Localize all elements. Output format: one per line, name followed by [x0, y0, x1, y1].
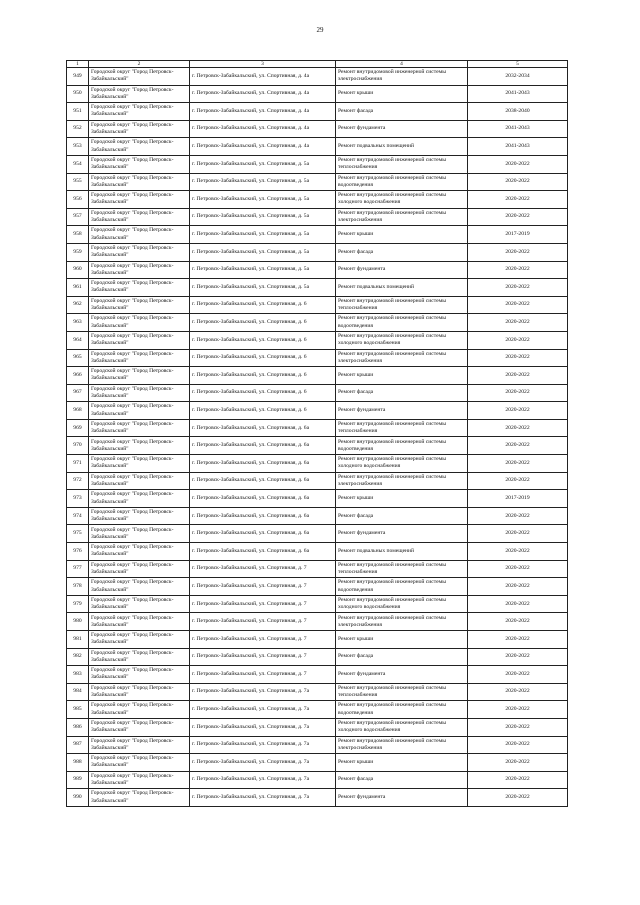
address-cell: г. Петровск-Забайкальский, ул. Спортивная, д. 4а [190, 103, 336, 121]
address-cell: г. Петровск-Забайкальский, ул. Спортивная, д. 7 [190, 560, 336, 578]
period-cell: 2020-2022 [468, 543, 568, 561]
row-number-cell: 960 [67, 261, 89, 279]
table-row [67, 472, 568, 490]
municipality-cell: Городской округ "Город Петровск-Забайкальский" [89, 296, 190, 314]
address-cell: г. Петровск-Забайкальский, ул. Спортивная, д. 7а [190, 789, 336, 807]
table-row [67, 683, 568, 701]
municipality-cell: Городской округ "Город Петровск-Забайкальский" [89, 789, 190, 807]
work-type-cell: Ремонт фасада [336, 648, 468, 666]
row-number-cell: 982 [67, 648, 89, 666]
row-number-cell: 979 [67, 595, 89, 613]
period-cell: 2020-2022 [468, 683, 568, 701]
row-number-cell: 989 [67, 771, 89, 789]
municipality-cell: Городской округ "Город Петровск-Забайкальский" [89, 683, 190, 701]
address-cell: г. Петровск-Забайкальский, ул. Спортивная, д. 7 [190, 578, 336, 596]
municipality-cell: Городской округ "Город Петровск-Забайкальский" [89, 631, 190, 649]
row-number-cell: 984 [67, 683, 89, 701]
row-number-cell: 959 [67, 243, 89, 261]
work-type-cell: Ремонт крыши [336, 754, 468, 772]
column-number-row [67, 61, 568, 68]
address-cell: г. Петровск-Забайкальский, ул. Спортивная, д. 7а [190, 771, 336, 789]
table-row [67, 85, 568, 103]
municipality-cell: Городской округ "Город Петровск-Забайкальский" [89, 173, 190, 191]
period-cell: 2020-2022 [468, 314, 568, 332]
period-cell: 2020-2022 [468, 789, 568, 807]
period-cell: 2020-2022 [468, 525, 568, 543]
work-type-cell: Ремонт фундамента [336, 120, 468, 138]
table-row [67, 208, 568, 226]
row-number-cell: 970 [67, 437, 89, 455]
municipality-cell: Городской округ "Город Петровск-Забайкальский" [89, 402, 190, 420]
table-row [67, 155, 568, 173]
row-number-cell: 967 [67, 384, 89, 402]
work-type-cell: Ремонт внутридомовой инженерной системы электроснабжения [336, 349, 468, 367]
period-cell: 2020-2022 [468, 384, 568, 402]
work-type-cell: Ремонт фундамента [336, 261, 468, 279]
row-number-cell: 988 [67, 754, 89, 772]
municipality-cell: Городской округ "Город Петровск-Забайкальский" [89, 367, 190, 385]
municipality-cell: Городской округ "Город Петровск-Забайкальский" [89, 560, 190, 578]
registry-table [66, 60, 568, 807]
row-number-cell: 968 [67, 402, 89, 420]
address-cell: г. Петровск-Забайкальский, ул. Спортивная, д. 5а [190, 243, 336, 261]
row-number-cell: 969 [67, 419, 89, 437]
work-type-cell: Ремонт внутридомовой инженерной системы холодного водоснабжения [336, 595, 468, 613]
work-type-cell: Ремонт крыши [336, 490, 468, 508]
work-type-cell: Ремонт крыши [336, 226, 468, 244]
address-cell: г. Петровск-Забайкальский, ул. Спортивная, д. 7а [190, 754, 336, 772]
municipality-cell: Городской округ "Город Петровск-Забайкальский" [89, 384, 190, 402]
work-type-cell: Ремонт внутридомовой инженерной системы электроснабжения [336, 613, 468, 631]
work-type-cell: Ремонт внутридомовой инженерной системы холодного водоснабжения [336, 718, 468, 736]
address-cell: г. Петровск-Забайкальский, ул. Спортивная, д. 6 [190, 367, 336, 385]
row-number-cell: 975 [67, 525, 89, 543]
period-cell: 2020-2022 [468, 648, 568, 666]
table-row [67, 666, 568, 684]
table-row [67, 507, 568, 525]
address-cell: г. Петровск-Забайкальский, ул. Спортивная, д. 6а [190, 543, 336, 561]
column-number-3: 3 [190, 61, 336, 68]
table-row [67, 226, 568, 244]
municipality-cell: Городской округ "Город Петровск-Забайкальский" [89, 191, 190, 209]
table-row [67, 173, 568, 191]
row-number-cell: 958 [67, 226, 89, 244]
row-number-cell: 990 [67, 789, 89, 807]
address-cell: г. Петровск-Забайкальский, ул. Спортивная, д. 4а [190, 85, 336, 103]
address-cell: г. Петровск-Забайкальский, ул. Спортивная, д. 4а [190, 138, 336, 156]
municipality-cell: Городской округ "Город Петровск-Забайкальский" [89, 68, 190, 86]
row-number-cell: 981 [67, 631, 89, 649]
table-row [67, 367, 568, 385]
work-type-cell: Ремонт внутридомовой инженерной системы электроснабжения [336, 68, 468, 86]
table-row [67, 736, 568, 754]
work-type-cell: Ремонт фасада [336, 384, 468, 402]
table-row [67, 455, 568, 473]
period-cell: 2032-2034 [468, 68, 568, 86]
period-cell: 2041-2043 [468, 138, 568, 156]
address-cell: г. Петровск-Забайкальский, ул. Спортивная, д. 6а [190, 472, 336, 490]
work-type-cell: Ремонт фасада [336, 507, 468, 525]
municipality-cell: Городской округ "Город Петровск-Забайкальский" [89, 578, 190, 596]
municipality-cell: Городской округ "Город Петровск-Забайкальский" [89, 349, 190, 367]
municipality-cell: Городской округ "Город Петровск-Забайкальский" [89, 736, 190, 754]
address-cell: г. Петровск-Забайкальский, ул. Спортивная, д. 5а [190, 155, 336, 173]
period-cell: 2020-2022 [468, 613, 568, 631]
municipality-cell: Городской округ "Город Петровск-Забайкальский" [89, 525, 190, 543]
address-cell: г. Петровск-Забайкальский, ул. Спортивная, д. 4а [190, 68, 336, 86]
work-type-cell: Ремонт фасада [336, 243, 468, 261]
work-type-cell: Ремонт фасада [336, 103, 468, 121]
row-number-cell: 980 [67, 613, 89, 631]
table-row [67, 560, 568, 578]
row-number-cell: 983 [67, 666, 89, 684]
municipality-cell: Городской округ "Город Петровск-Забайкальский" [89, 85, 190, 103]
municipality-cell: Городской округ "Город Петровск-Забайкальский" [89, 754, 190, 772]
period-cell: 2020-2022 [468, 631, 568, 649]
period-cell: 2020-2022 [468, 208, 568, 226]
period-cell: 2020-2022 [468, 261, 568, 279]
municipality-cell: Городской округ "Город Петровск-Забайкальский" [89, 490, 190, 508]
address-cell: г. Петровск-Забайкальский, ул. Спортивная, д. 4а [190, 120, 336, 138]
municipality-cell: Городской округ "Город Петровск-Забайкальский" [89, 261, 190, 279]
row-number-cell: 978 [67, 578, 89, 596]
row-number-cell: 966 [67, 367, 89, 385]
work-type-cell: Ремонт подвальных помещений [336, 138, 468, 156]
work-type-cell: Ремонт крыши [336, 85, 468, 103]
work-type-cell: Ремонт внутридомовой инженерной системы холодного водоснабжения [336, 331, 468, 349]
period-cell: 2020-2022 [468, 279, 568, 297]
table-row [67, 613, 568, 631]
row-number-cell: 954 [67, 155, 89, 173]
municipality-cell: Городской округ "Город Петровск-Забайкальский" [89, 595, 190, 613]
work-type-cell: Ремонт внутридомовой инженерной системы электроснабжения [336, 208, 468, 226]
work-type-cell: Ремонт внутридомовой инженерной системы теплоснабжения [336, 683, 468, 701]
municipality-cell: Городской округ "Город Петровск-Забайкальский" [89, 771, 190, 789]
municipality-cell: Городской округ "Город Петровск-Забайкальский" [89, 455, 190, 473]
work-type-cell: Ремонт подвальных помещений [336, 279, 468, 297]
address-cell: г. Петровск-Забайкальский, ул. Спортивная, д. 7 [190, 666, 336, 684]
period-cell: 2017-2019 [468, 490, 568, 508]
address-cell: г. Петровск-Забайкальский, ул. Спортивная, д. 5а [190, 208, 336, 226]
table-row [67, 631, 568, 649]
period-cell: 2020-2022 [468, 296, 568, 314]
table-row [67, 138, 568, 156]
table-row [67, 718, 568, 736]
row-number-cell: 986 [67, 718, 89, 736]
period-cell: 2020-2022 [468, 191, 568, 209]
address-cell: г. Петровск-Забайкальский, ул. Спортивная, д. 6а [190, 525, 336, 543]
table-row [67, 68, 568, 86]
table-row [67, 771, 568, 789]
table-row [67, 120, 568, 138]
table-row [67, 525, 568, 543]
address-cell: г. Петровск-Забайкальский, ул. Спортивная, д. 6а [190, 419, 336, 437]
row-number-cell: 974 [67, 507, 89, 525]
period-cell: 2020-2022 [468, 701, 568, 719]
table-row [67, 279, 568, 297]
municipality-cell: Городской округ "Город Петровск-Забайкальский" [89, 208, 190, 226]
row-number-cell: 956 [67, 191, 89, 209]
row-number-cell: 976 [67, 543, 89, 561]
address-cell: г. Петровск-Забайкальский, ул. Спортивная, д. 5а [190, 191, 336, 209]
municipality-cell: Городской округ "Город Петровск-Забайкальский" [89, 472, 190, 490]
address-cell: г. Петровск-Забайкальский, ул. Спортивная, д. 6 [190, 296, 336, 314]
work-type-cell: Ремонт фундамента [336, 525, 468, 543]
period-cell: 2020-2022 [468, 243, 568, 261]
municipality-cell: Городской округ "Город Петровск-Забайкальский" [89, 120, 190, 138]
table-row [67, 402, 568, 420]
period-cell: 2020-2022 [468, 595, 568, 613]
work-type-cell: Ремонт внутридомовой инженерной системы теплоснабжения [336, 155, 468, 173]
work-type-cell: Ремонт внутридомовой инженерной системы водоотведения [336, 314, 468, 332]
column-number-2: 2 [89, 61, 190, 68]
period-cell: 2020-2022 [468, 754, 568, 772]
work-type-cell: Ремонт фундамента [336, 402, 468, 420]
table-row [67, 648, 568, 666]
address-cell: г. Петровск-Забайкальский, ул. Спортивная, д. 5а [190, 261, 336, 279]
row-number-cell: 977 [67, 560, 89, 578]
address-cell: г. Петровск-Забайкальский, ул. Спортивная, д. 7 [190, 595, 336, 613]
work-type-cell: Ремонт внутридомовой инженерной системы теплоснабжения [336, 560, 468, 578]
period-cell: 2020-2022 [468, 419, 568, 437]
period-cell: 2020-2022 [468, 455, 568, 473]
table-row [67, 543, 568, 561]
period-cell: 2020-2022 [468, 736, 568, 754]
work-type-cell: Ремонт внутридомовой инженерной системы электроснабжения [336, 736, 468, 754]
address-cell: г. Петровск-Забайкальский, ул. Спортивная, д. 7а [190, 701, 336, 719]
address-cell: г. Петровск-Забайкальский, ул. Спортивная, д. 7а [190, 736, 336, 754]
address-cell: г. Петровск-Забайкальский, ул. Спортивная, д. 6а [190, 455, 336, 473]
municipality-cell: Городской округ "Город Петровск-Забайкальский" [89, 507, 190, 525]
period-cell: 2020-2022 [468, 155, 568, 173]
table-row [67, 701, 568, 719]
municipality-cell: Городской округ "Город Петровск-Забайкальский" [89, 138, 190, 156]
address-cell: г. Петровск-Забайкальский, ул. Спортивная, д. 7 [190, 613, 336, 631]
period-cell: 2020-2022 [468, 578, 568, 596]
period-cell: 2020-2022 [468, 367, 568, 385]
period-cell: 2020-2022 [468, 507, 568, 525]
municipality-cell: Городской округ "Город Петровск-Забайкальский" [89, 243, 190, 261]
table-row [67, 296, 568, 314]
period-cell: 2020-2022 [468, 718, 568, 736]
municipality-cell: Городской округ "Город Петровск-Забайкальский" [89, 718, 190, 736]
work-type-cell: Ремонт внутридомовой инженерной системы холодного водоснабжения [336, 191, 468, 209]
row-number-cell: 963 [67, 314, 89, 332]
work-type-cell: Ремонт фундамента [336, 666, 468, 684]
address-cell: г. Петровск-Забайкальский, ул. Спортивная, д. 6а [190, 437, 336, 455]
row-number-cell: 961 [67, 279, 89, 297]
table-row [67, 103, 568, 121]
row-number-cell: 962 [67, 296, 89, 314]
period-cell: 2020-2022 [468, 173, 568, 191]
municipality-cell: Городской округ "Город Петровск-Забайкальский" [89, 701, 190, 719]
address-cell: г. Петровск-Забайкальский, ул. Спортивная, д. 7а [190, 718, 336, 736]
address-cell: г. Петровск-Забайкальский, ул. Спортивная, д. 6а [190, 490, 336, 508]
address-cell: г. Петровск-Забайкальский, ул. Спортивная, д. 7а [190, 683, 336, 701]
address-cell: г. Петровск-Забайкальский, ул. Спортивная, д. 7 [190, 631, 336, 649]
row-number-cell: 987 [67, 736, 89, 754]
municipality-cell: Городской округ "Город Петровск-Забайкальский" [89, 543, 190, 561]
period-cell: 2017-2019 [468, 226, 568, 244]
work-type-cell: Ремонт внутридомовой инженерной системы теплоснабжения [336, 419, 468, 437]
row-number-cell: 950 [67, 85, 89, 103]
registry-table-body [67, 61, 568, 807]
municipality-cell: Городской округ "Город Петровск-Забайкальский" [89, 331, 190, 349]
period-cell: 2020-2022 [468, 666, 568, 684]
period-cell: 2020-2022 [468, 331, 568, 349]
address-cell: г. Петровск-Забайкальский, ул. Спортивная, д. 6 [190, 314, 336, 332]
address-cell: г. Петровск-Забайкальский, ул. Спортивная, д. 6 [190, 331, 336, 349]
period-cell: 2020-2022 [468, 560, 568, 578]
table-row [67, 578, 568, 596]
address-cell: г. Петровск-Забайкальский, ул. Спортивная, д. 6 [190, 349, 336, 367]
row-number-cell: 952 [67, 120, 89, 138]
municipality-cell: Городской округ "Город Петровск-Забайкальский" [89, 419, 190, 437]
row-number-cell: 973 [67, 490, 89, 508]
row-number-cell: 951 [67, 103, 89, 121]
column-number-4: 4 [336, 61, 468, 68]
address-cell: г. Петровск-Забайкальский, ул. Спортивная, д. 7 [190, 648, 336, 666]
work-type-cell: Ремонт внутридомовой инженерной системы теплоснабжения [336, 296, 468, 314]
work-type-cell: Ремонт внутридомовой инженерной системы водоотведения [336, 578, 468, 596]
work-type-cell: Ремонт внутридомовой инженерной системы холодного водоснабжения [336, 455, 468, 473]
table-row [67, 595, 568, 613]
municipality-cell: Городской округ "Город Петровск-Забайкальский" [89, 648, 190, 666]
work-type-cell: Ремонт внутридомовой инженерной системы водоотведения [336, 701, 468, 719]
address-cell: г. Петровск-Забайкальский, ул. Спортивная, д. 5а [190, 279, 336, 297]
row-number-cell: 949 [67, 68, 89, 86]
work-type-cell: Ремонт внутридомовой инженерной системы электроснабжения [336, 472, 468, 490]
row-number-cell: 955 [67, 173, 89, 191]
period-cell: 2020-2022 [468, 402, 568, 420]
column-number-5: 5 [468, 61, 568, 68]
municipality-cell: Городской округ "Город Петровск-Забайкальский" [89, 437, 190, 455]
municipality-cell: Городской округ "Город Петровск-Забайкальский" [89, 613, 190, 631]
work-type-cell: Ремонт внутридомовой инженерной системы водоотведения [336, 437, 468, 455]
work-type-cell: Ремонт внутридомовой инженерной системы водоотведения [336, 173, 468, 191]
row-number-cell: 972 [67, 472, 89, 490]
table-row [67, 243, 568, 261]
address-cell: г. Петровск-Забайкальский, ул. Спортивная, д. 6 [190, 384, 336, 402]
row-number-cell: 985 [67, 701, 89, 719]
table-row [67, 419, 568, 437]
table-row [67, 490, 568, 508]
municipality-cell: Городской округ "Город Петровск-Забайкальский" [89, 279, 190, 297]
work-type-cell: Ремонт фундамента [336, 789, 468, 807]
period-cell: 2041-2043 [468, 120, 568, 138]
period-cell: 2020-2022 [468, 472, 568, 490]
row-number-cell: 957 [67, 208, 89, 226]
page-number: 29 [316, 26, 324, 34]
row-number-cell: 953 [67, 138, 89, 156]
table-row [67, 331, 568, 349]
period-cell: 2038-2040 [468, 103, 568, 121]
municipality-cell: Городской округ "Город Петровск-Забайкальский" [89, 666, 190, 684]
row-number-cell: 964 [67, 331, 89, 349]
table-row [67, 384, 568, 402]
municipality-cell: Городской округ "Город Петровск-Забайкальский" [89, 103, 190, 121]
row-number-cell: 965 [67, 349, 89, 367]
address-cell: г. Петровск-Забайкальский, ул. Спортивная, д. 6 [190, 402, 336, 420]
row-number-cell: 971 [67, 455, 89, 473]
municipality-cell: Городской округ "Город Петровск-Забайкальский" [89, 155, 190, 173]
period-cell: 2020-2022 [468, 349, 568, 367]
municipality-cell: Городской округ "Город Петровск-Забайкальский" [89, 226, 190, 244]
period-cell: 2041-2043 [468, 85, 568, 103]
table-row [67, 261, 568, 279]
work-type-cell: Ремонт фасада [336, 771, 468, 789]
work-type-cell: Ремонт крыши [336, 367, 468, 385]
address-cell: г. Петровск-Забайкальский, ул. Спортивная, д. 6а [190, 507, 336, 525]
column-number-1: 1 [67, 61, 89, 68]
table-row [67, 191, 568, 209]
municipality-cell: Городской округ "Город Петровск-Забайкальский" [89, 314, 190, 332]
table-row [67, 349, 568, 367]
work-type-cell: Ремонт крыши [336, 631, 468, 649]
address-cell: г. Петровск-Забайкальский, ул. Спортивная, д. 5а [190, 226, 336, 244]
period-cell: 2020-2022 [468, 437, 568, 455]
table-row [67, 754, 568, 772]
address-cell: г. Петровск-Забайкальский, ул. Спортивная, д. 5а [190, 173, 336, 191]
work-type-cell: Ремонт подвальных помещений [336, 543, 468, 561]
table-row [67, 437, 568, 455]
period-cell: 2020-2022 [468, 771, 568, 789]
table-row [67, 789, 568, 807]
table-row [67, 314, 568, 332]
